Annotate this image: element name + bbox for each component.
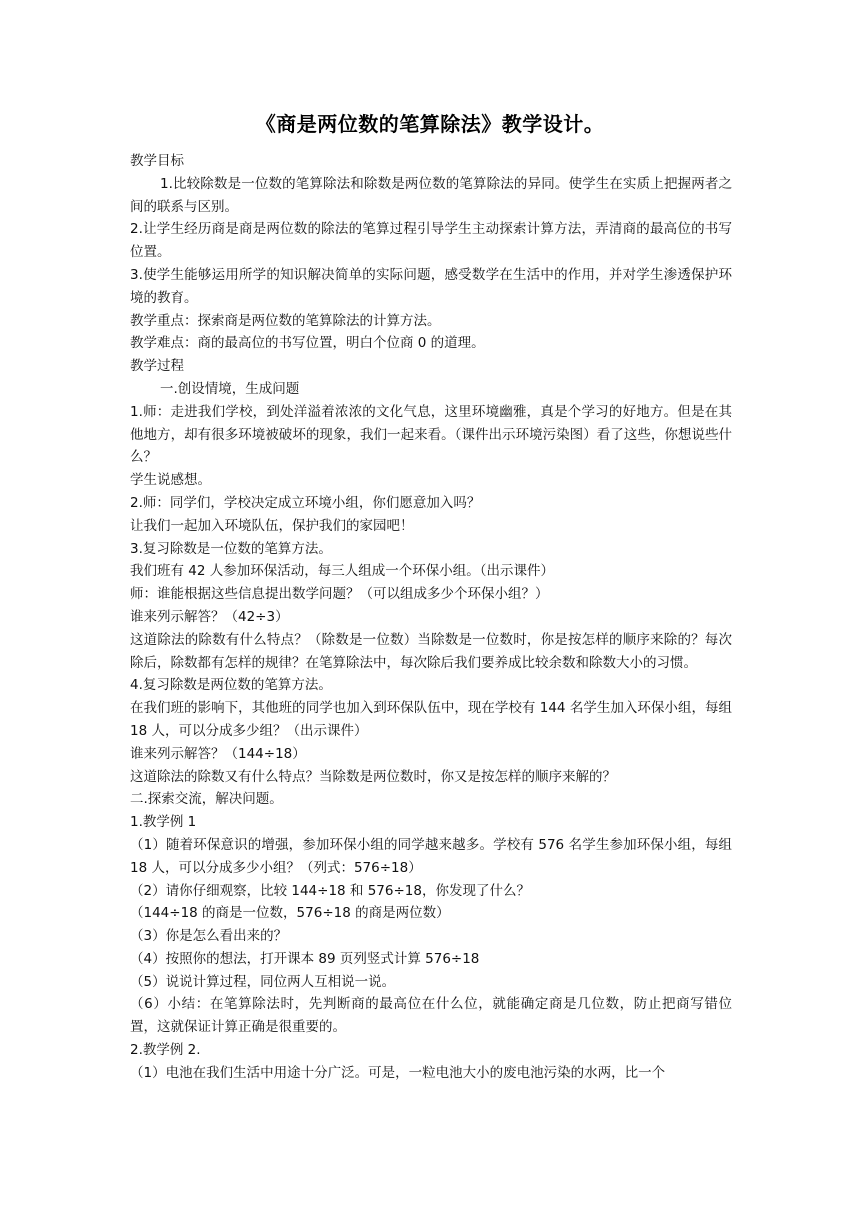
paragraph: 1.比较除数是一位数的笔算除法和除数是两位数的笔算除法的异同。使学生在实质上把握两者之间的联系与区别。 [130,175,732,215]
paragraph: （144÷18 的商是一位数，576÷18 的商是两位数） [130,905,450,922]
paragraph: 这道除法的除数有什么特点？（除数是一位数）当除数是一位数时，你是按怎样的顺序来除的？每次除后，除数都有怎样的规律？在笔算除法中，每次除后我们要养成比较余数和除数大小的习惯。 [130,631,732,671]
paragraph: 教学目标 [130,153,184,169]
document-title: 《商是两位数的笔算除法》教学设计。 [255,112,605,136]
paragraph: 让我们一起加入环境队伍，保护我们的家园吧！ [130,517,414,534]
paragraph: 教学过程 [130,358,184,375]
paragraph: 3.复习除数是一位数的笔算方法。 [130,540,332,557]
paragraph: （1）随着环保意识的增强，参加环保小组的同学越来越多。学校有 576 名学生参加环保小组，每组 18 人，可以分成多少小组？（列式：576÷18） [130,836,732,876]
paragraph: （6）小结：在笔算除法时，先判断商的最高位在什么位，就能确定商是几位数，防止把商写错位置，这就保证计算正确是很重要的。 [130,996,732,1036]
paragraph: 一.创设情境，生成问题 [160,380,300,397]
paragraph: （1）电池在我们生活中用途十分广泛。可是，一粒电池大小的废电池污染的水两，比一个 [130,1064,666,1081]
paragraph: 谁来列示解答？（42÷3） [130,608,289,625]
paragraph: 这道除法的除数又有什么特点？当除数是两位数时，你又是按怎样的顺序来解的？ [130,768,616,785]
paragraph: 教学难点：商的最高位的书写位置，明白个位商 0 的道理。 [130,335,485,352]
paragraph: 1.师：走进我们学校，到处洋溢着浓浓的文化气息，这里环境幽雅，真是个学习的好地方。但是在其他地方，却有很多环境被破坏的现象，我们一起来看。（课件出示环境污染图）看了这些，你想说些什么？ [130,403,732,466]
paragraph: 师：谁能根据这些信息提出数学问题？（可以组成多少个环保小组？） [130,586,549,603]
paragraph: 2.教学例 2. [130,1042,201,1059]
paragraph: （4）按照你的想法，打开课本 89 页列竖式计算 576÷18 [130,950,480,967]
paragraph: 2.师：同学们，学校决定成立环境小组，你们愿意加入吗？ [130,494,481,511]
document-body [130,150,732,1085]
paragraph: 在我们班的影响下，其他班的同学也加入到环保队伍中，现在学校有 144 名学生加入环保小组，每组 18 人，可以分成多少组？（出示课件） [130,700,732,739]
paragraph: （3）你是怎么看出来的？ [130,928,288,945]
paragraph: （2）请你仔细观察，比较 144÷18 和 576÷18，你发现了什么？ [130,882,530,899]
paragraph: 二.探索交流，解决问题。 [130,791,283,808]
paragraph: 教学重点：探索商是两位数的笔算除法的计算方法。 [130,312,441,329]
paragraph: 谁来列示解答？（144÷18） [130,745,306,762]
paragraph: 3.使学生能够运用所学的知识解决简单的实际问题，感受数学在生活中的作用，并对学生渗透保护环境的教育。 [130,266,732,306]
paragraph: 4.复习除数是两位数的笔算方法。 [130,677,332,694]
paragraph: 学生说感想。 [130,472,211,489]
paragraph: 我们班有 42 人参加环保活动，每三人组成一个环保小组。（出示课件） [130,563,555,580]
paragraph: （5）说说计算过程，同位两人互相说一说。 [130,973,396,990]
paragraph: 2.让学生经历商是商是两位数的除法的笔算过程引导学生主动探索计算方法，弄清商的最高位的书写位置。 [130,221,732,261]
paragraph: 1.教学例 1 [130,814,197,831]
